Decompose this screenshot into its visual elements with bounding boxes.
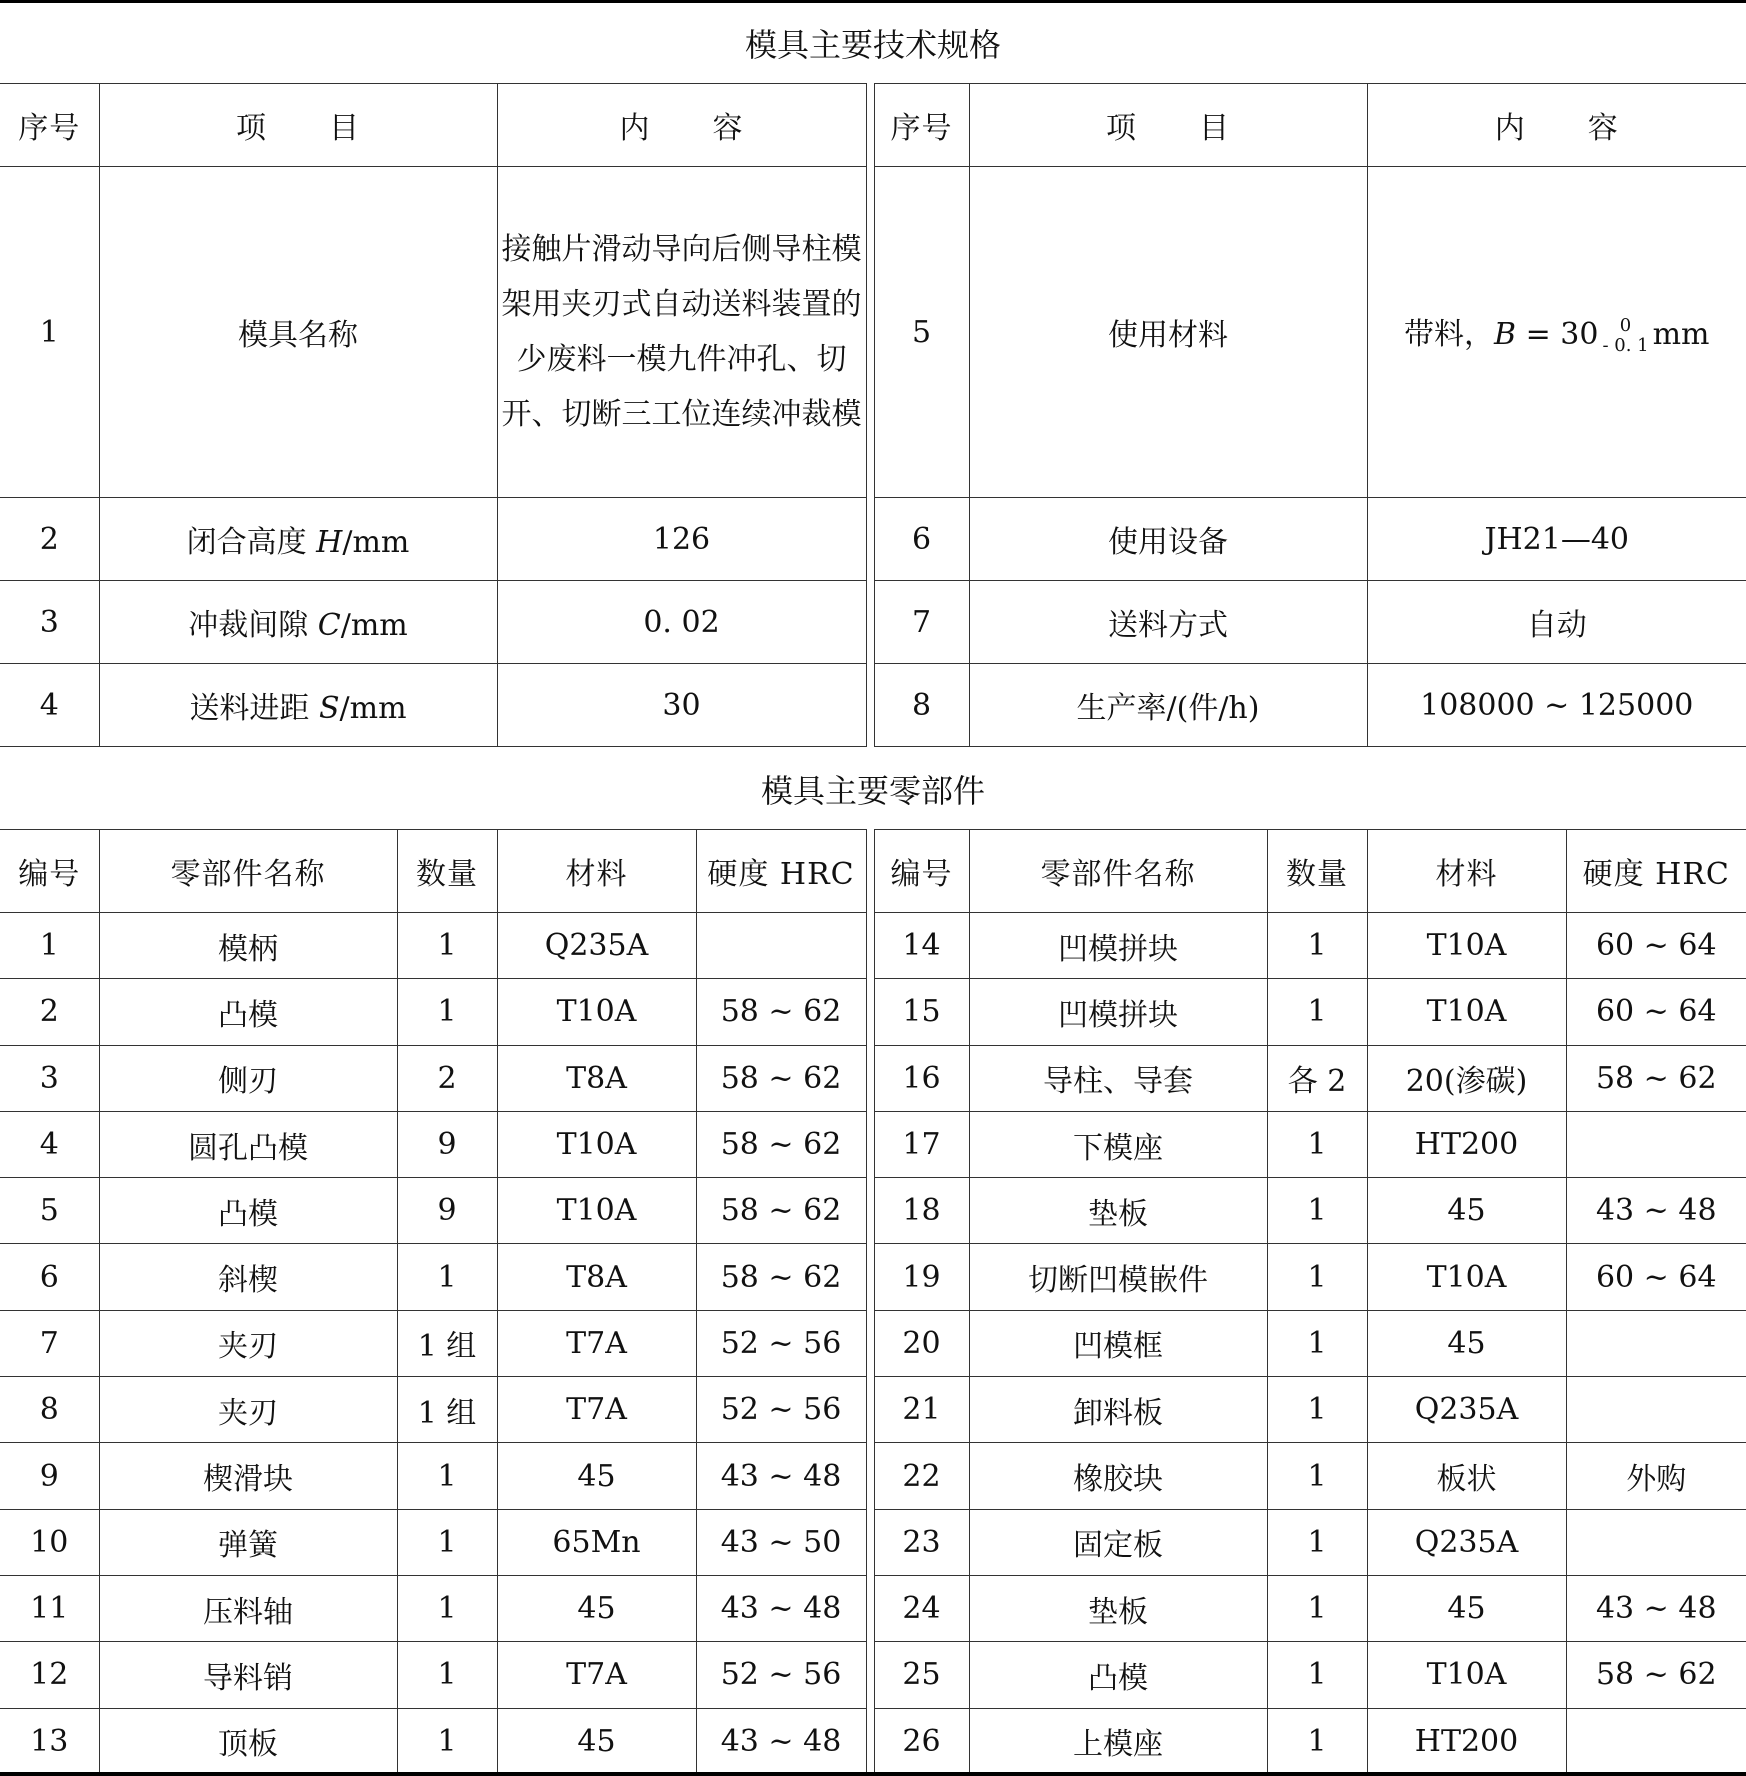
spec-content: [497, 167, 866, 498]
part-qty: 1: [1267, 979, 1367, 1045]
spec-no: 8: [874, 664, 969, 747]
column-divider: [866, 1575, 874, 1641]
material-prefix: 带料，: [1404, 316, 1494, 352]
spec-content-text: 接触片滑动导向后侧导柱模架用夹刃式自动送料装置的少废料一模九件冲孔、切开、切断三工位连续冲裁模: [501, 232, 862, 432]
part-material: T10A: [1367, 979, 1566, 1045]
part-material: 45: [497, 1708, 696, 1774]
part-name: 卸料板: [969, 1377, 1267, 1443]
spec-content: 30: [497, 664, 866, 747]
part-material: T10A: [497, 1111, 696, 1177]
column-divider: [866, 84, 874, 167]
part-name: 斜楔: [99, 1244, 397, 1310]
part-material: 45: [497, 1443, 696, 1509]
part-name: 模柄: [99, 913, 397, 979]
spec-item-text: 冲裁间隙: [188, 608, 318, 643]
part-hardness: 58 ~ 62: [1566, 1045, 1746, 1111]
spec-content: 108000 ~ 125000: [1367, 664, 1746, 747]
part-name: 上模座: [969, 1708, 1267, 1774]
spec-header-item-right: 项 目: [969, 84, 1367, 167]
part-material: 45: [1367, 1178, 1566, 1244]
part-hardness: 外购: [1566, 1443, 1746, 1509]
part-material: 20(渗碳): [1367, 1045, 1566, 1111]
part-no: 22: [874, 1443, 969, 1509]
column-divider: [866, 830, 874, 913]
part-material: T8A: [497, 1244, 696, 1310]
part-no: 16: [874, 1045, 969, 1111]
top-rule: [0, 0, 1746, 3]
column-divider: [866, 664, 874, 747]
part-hardness: 58 ~ 62: [696, 1045, 866, 1111]
spec-row: [0, 167, 1746, 498]
spec-item: 生产率/(件/h): [969, 664, 1367, 747]
parts-row: [0, 1642, 1746, 1708]
part-name: 夹刃: [99, 1310, 397, 1376]
part-no: 9: [0, 1443, 99, 1509]
part-name: 凸模: [99, 1178, 397, 1244]
part-qty: 1: [1267, 1178, 1367, 1244]
part-name: 圆孔凸模: [99, 1111, 397, 1177]
part-no: 23: [874, 1509, 969, 1575]
part-no: 7: [0, 1310, 99, 1376]
spec-content: [1367, 167, 1746, 498]
part-material: T10A: [1367, 913, 1566, 979]
tolerance: [1602, 316, 1648, 356]
spec-item-variable: C: [317, 608, 341, 643]
part-qty: 1: [1267, 1642, 1367, 1708]
parts-table-title: 模具主要零部件: [760, 772, 985, 810]
material-unit: mm: [1652, 316, 1710, 352]
part-no: 25: [874, 1642, 969, 1708]
spec-content: 自动: [1367, 581, 1746, 664]
part-no: 4: [0, 1111, 99, 1177]
spec-no: 7: [874, 581, 969, 664]
part-qty: 1: [397, 1244, 497, 1310]
bottom-rule: [0, 1772, 1746, 1776]
parts-header-qty-right: 数量: [1267, 830, 1367, 913]
part-material: T10A: [1367, 1642, 1566, 1708]
part-name: 凸模: [969, 1642, 1267, 1708]
spec-item-unit: /mm: [340, 608, 408, 643]
parts-header-name-right: 零部件名称: [969, 830, 1267, 913]
part-material: 45: [1367, 1310, 1566, 1376]
column-divider: [866, 1111, 874, 1177]
column-divider: [866, 1642, 874, 1708]
part-name: 楔滑块: [99, 1443, 397, 1509]
part-name: 固定板: [969, 1509, 1267, 1575]
spec-item: 使用设备: [969, 498, 1367, 581]
parts-header-hardness-left: 硬度 HRC: [696, 830, 866, 913]
spec-row: [0, 581, 1746, 664]
part-no: 3: [0, 1045, 99, 1111]
parts-row: [0, 1310, 1746, 1376]
part-name: 导柱、导套: [969, 1045, 1267, 1111]
part-material: Q235A: [1367, 1509, 1566, 1575]
spec-content: JH21—40: [1367, 498, 1746, 581]
column-divider: [866, 498, 874, 581]
part-qty: 1: [397, 979, 497, 1045]
part-material: T10A: [497, 979, 696, 1045]
part-qty: 1: [397, 1509, 497, 1575]
column-divider: [866, 1310, 874, 1376]
part-hardness: [1566, 1377, 1746, 1443]
spec-item-unit: /mm: [339, 691, 407, 726]
part-hardness: 43 ~ 48: [696, 1708, 866, 1774]
parts-row: [0, 1244, 1746, 1310]
spec-item: 模具名称: [99, 167, 497, 498]
part-hardness: 58 ~ 62: [696, 1244, 866, 1310]
part-name: 橡胶块: [969, 1443, 1267, 1509]
part-name: 垫板: [969, 1575, 1267, 1641]
parts-row: [0, 1509, 1746, 1575]
spec-item-text: 送料进距: [189, 691, 319, 726]
material-variable: B: [1494, 316, 1517, 352]
part-hardness: [1566, 1509, 1746, 1575]
parts-row: [0, 979, 1746, 1045]
part-name: 顶板: [99, 1708, 397, 1774]
part-qty: 9: [397, 1178, 497, 1244]
part-no: 21: [874, 1377, 969, 1443]
column-divider: [866, 1045, 874, 1111]
part-hardness: 52 ~ 56: [696, 1377, 866, 1443]
part-name: 弹簧: [99, 1509, 397, 1575]
part-material: T7A: [497, 1642, 696, 1708]
spec-table-title: 模具主要技术规格: [744, 26, 1001, 64]
parts-header-no-left: 编号: [0, 830, 99, 913]
parts-row: [0, 1708, 1746, 1774]
spec-item: [99, 498, 497, 581]
spec-item-unit: /mm: [342, 525, 410, 560]
part-no: 19: [874, 1244, 969, 1310]
part-material: T10A: [497, 1178, 696, 1244]
parts-row: [0, 913, 1746, 979]
parts-header-row: [0, 830, 1746, 913]
part-no: 26: [874, 1708, 969, 1774]
part-no: 2: [0, 979, 99, 1045]
part-material: 65Mn: [497, 1509, 696, 1575]
tolerance-upper: 0: [1619, 314, 1632, 336]
parts-row: [0, 1111, 1746, 1177]
part-material: Q235A: [1367, 1377, 1566, 1443]
parts-row: [0, 1575, 1746, 1641]
part-material: T8A: [497, 1045, 696, 1111]
parts-header-name-left: 零部件名称: [99, 830, 397, 913]
part-material: 45: [497, 1575, 696, 1641]
part-no: 1: [0, 913, 99, 979]
part-qty: 1: [397, 1443, 497, 1509]
part-no: 24: [874, 1575, 969, 1641]
part-name: 凹模拼块: [969, 913, 1267, 979]
column-divider: [866, 1708, 874, 1774]
part-no: 12: [0, 1642, 99, 1708]
part-no: 14: [874, 913, 969, 979]
part-no: 15: [874, 979, 969, 1045]
part-qty: 1: [397, 1642, 497, 1708]
part-no: 11: [0, 1575, 99, 1641]
spec-item: [99, 581, 497, 664]
part-hardness: 43 ~ 48: [1566, 1575, 1746, 1641]
part-no: 20: [874, 1310, 969, 1376]
spec-item-variable: S: [318, 691, 340, 726]
part-no: 13: [0, 1708, 99, 1774]
part-qty: 2: [397, 1045, 497, 1111]
part-qty: 各 2: [1267, 1045, 1367, 1111]
part-name: 侧刃: [99, 1045, 397, 1111]
column-divider: [866, 581, 874, 664]
part-qty: 1: [1267, 1310, 1367, 1376]
spec-content: 0. 02: [497, 581, 866, 664]
part-material: Q235A: [497, 913, 696, 979]
part-hardness: 58 ~ 62: [1566, 1642, 1746, 1708]
spec-no: 5: [874, 167, 969, 498]
part-hardness: 43 ~ 48: [1566, 1178, 1746, 1244]
part-qty: 1: [1267, 1111, 1367, 1177]
spec-no: 1: [0, 167, 99, 498]
part-hardness: [1566, 1708, 1746, 1774]
part-hardness: 52 ~ 56: [696, 1310, 866, 1376]
part-qty: 1: [1267, 1377, 1367, 1443]
part-no: 17: [874, 1111, 969, 1177]
part-qty: 1 组: [397, 1377, 497, 1443]
part-hardness: 58 ~ 62: [696, 1178, 866, 1244]
spec-row: [0, 664, 1746, 747]
part-name: 导料销: [99, 1642, 397, 1708]
material-value: = 30: [1516, 316, 1599, 352]
part-qty: 1: [1267, 1575, 1367, 1641]
part-qty: 1: [397, 1708, 497, 1774]
part-hardness: 43 ~ 50: [696, 1509, 866, 1575]
parts-header-material-left: 材料: [497, 830, 696, 913]
part-hardness: 43 ~ 48: [696, 1443, 866, 1509]
part-material: 板状: [1367, 1443, 1566, 1509]
part-name: 凸模: [99, 979, 397, 1045]
spec-row: [0, 498, 1746, 581]
spec-item-variable: H: [316, 525, 343, 560]
part-qty: 1: [1267, 1708, 1367, 1774]
part-hardness: 52 ~ 56: [696, 1642, 866, 1708]
part-name: 垫板: [969, 1178, 1267, 1244]
part-qty: 1 组: [397, 1310, 497, 1376]
part-material: HT200: [1367, 1111, 1566, 1177]
part-no: 18: [874, 1178, 969, 1244]
part-name: 凹模拼块: [969, 979, 1267, 1045]
spec-item-text: 闭合高度: [186, 525, 317, 560]
spec-no: 6: [874, 498, 969, 581]
spec-item: 使用材料: [969, 167, 1367, 498]
parts-row: [0, 1045, 1746, 1111]
spec-header-content-right: 内 容: [1367, 84, 1746, 167]
spec-no: 2: [0, 498, 99, 581]
part-no: 6: [0, 1244, 99, 1310]
part-hardness: [1566, 1310, 1746, 1376]
spec-header-no-left: 序号: [0, 84, 99, 167]
part-material: HT200: [1367, 1708, 1566, 1774]
part-hardness: 43 ~ 48: [696, 1575, 866, 1641]
parts-header-no-right: 编号: [874, 830, 969, 913]
part-material: T10A: [1367, 1244, 1566, 1310]
part-name: 切断凹模嵌件: [969, 1244, 1267, 1310]
part-no: 8: [0, 1377, 99, 1443]
part-qty: 1: [397, 1575, 497, 1641]
parts-header-material-right: 材料: [1367, 830, 1566, 913]
column-divider: [866, 1443, 874, 1509]
parts-header-hardness-right: 硬度 HRC: [1566, 830, 1746, 913]
part-no: 10: [0, 1509, 99, 1575]
part-qty: 9: [397, 1111, 497, 1177]
part-name: 下模座: [969, 1111, 1267, 1177]
spec-content: 126: [497, 498, 866, 581]
spec-header-row: [0, 84, 1746, 167]
spec-header-item-left: 项 目: [99, 84, 497, 167]
column-divider: [866, 1377, 874, 1443]
part-hardness: 60 ~ 64: [1566, 913, 1746, 979]
part-qty: 1: [1267, 1244, 1367, 1310]
part-name: 压料轴: [99, 1575, 397, 1641]
spec-table: [0, 83, 1746, 747]
spec-no: 4: [0, 664, 99, 747]
part-hardness: 60 ~ 64: [1566, 1244, 1746, 1310]
part-name: 凹模框: [969, 1310, 1267, 1376]
part-material: 45: [1367, 1575, 1566, 1641]
part-hardness: 58 ~ 62: [696, 979, 866, 1045]
column-divider: [866, 913, 874, 979]
part-name: 夹刃: [99, 1377, 397, 1443]
column-divider: [866, 1178, 874, 1244]
column-divider: [866, 1509, 874, 1575]
spec-item: [99, 664, 497, 747]
part-hardness: 58 ~ 62: [696, 1111, 866, 1177]
part-hardness: [696, 913, 866, 979]
part-hardness: 60 ~ 64: [1566, 979, 1746, 1045]
part-qty: 1: [1267, 1443, 1367, 1509]
part-material: T7A: [497, 1377, 696, 1443]
part-no: 5: [0, 1178, 99, 1244]
parts-row: [0, 1443, 1746, 1509]
part-hardness: [1566, 1111, 1746, 1177]
tolerance-lower: - 0. 1: [1602, 334, 1649, 356]
spec-header-content-left: 内 容: [497, 84, 866, 167]
spec-header-no-right: 序号: [874, 84, 969, 167]
parts-table: [0, 829, 1746, 1775]
part-qty: 1: [1267, 913, 1367, 979]
column-divider: [866, 1244, 874, 1310]
column-divider: [866, 979, 874, 1045]
parts-row: [0, 1178, 1746, 1244]
spec-item: 送料方式: [969, 581, 1367, 664]
part-qty: 1: [1267, 1509, 1367, 1575]
part-qty: 1: [397, 913, 497, 979]
spec-no: 3: [0, 581, 99, 664]
parts-row: [0, 1377, 1746, 1443]
column-divider: [866, 167, 874, 498]
parts-header-qty-left: 数量: [397, 830, 497, 913]
part-material: T7A: [497, 1310, 696, 1376]
